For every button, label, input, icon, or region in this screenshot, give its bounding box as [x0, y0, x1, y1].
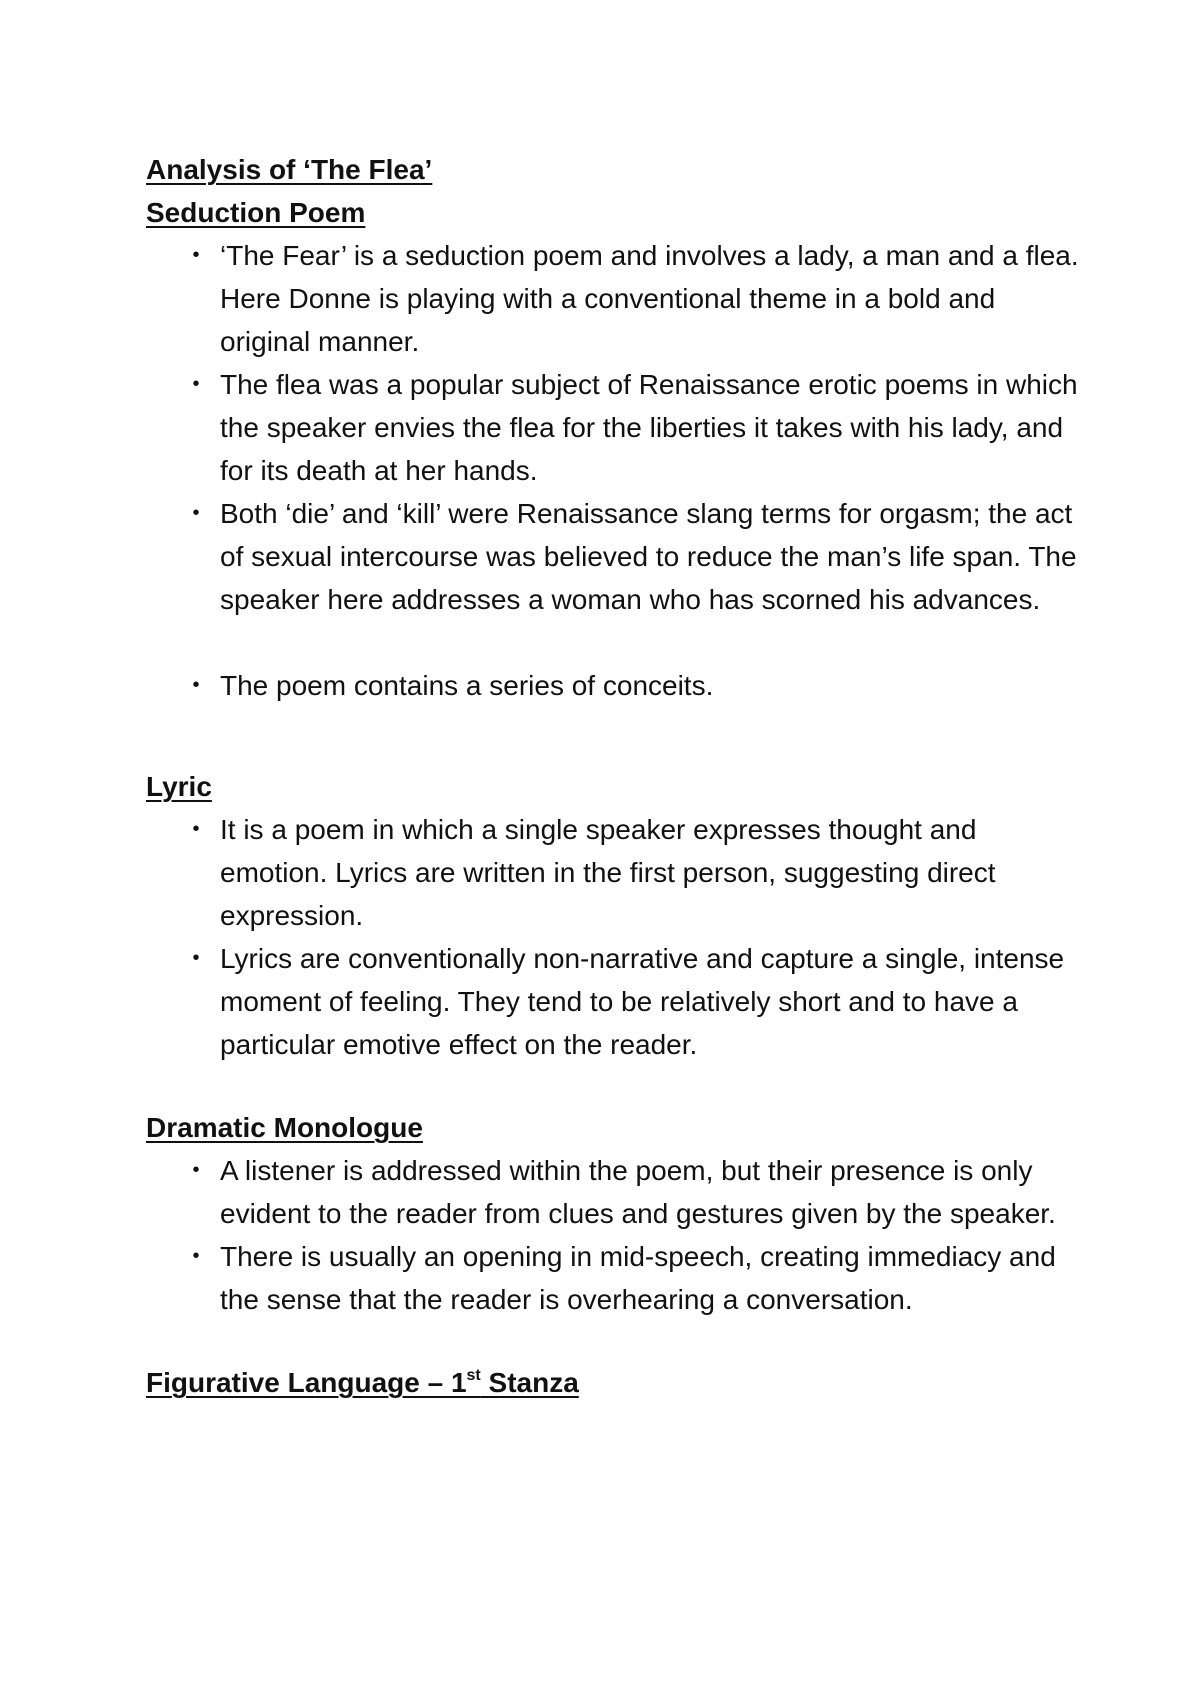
list-item-text: Both ‘die’ and ‘kill’ were Renaissance slang terms for orgasm; the act of sexual intercourse was believed to reduce the man’s life span. The speaker here addresses a woman who has scorned his advances. — [220, 498, 1077, 615]
bullet-icon: • — [192, 1245, 200, 1267]
section-heading-figurative-language — [146, 1361, 1086, 1404]
section-heading-seduction-poem: Seduction Poem — [146, 197, 366, 228]
bullet-list-dramatic-monologue — [146, 1149, 1086, 1321]
heading-text-suffix: Stanza — [480, 1367, 579, 1398]
list-item — [146, 808, 1086, 937]
paragraph-spacer — [146, 1066, 1086, 1106]
list-item-text: The poem contains a series of conceits. — [220, 670, 714, 701]
heading-text: Figurative Language – 1 — [146, 1367, 467, 1398]
list-item-text: ‘The Fear’ is a seduction poem and involves a lady, a man and a flea. Here Donne is playing with a conventional theme in a bold and original manner. — [220, 240, 1079, 357]
bullet-list-seduction-poem — [146, 234, 1086, 621]
list-item — [146, 363, 1086, 492]
list-item — [146, 492, 1086, 621]
document-title: Analysis of ‘The Flea’ — [146, 154, 433, 185]
list-item — [146, 1235, 1086, 1321]
bullet-icon: • — [192, 502, 200, 524]
paragraph-spacer — [146, 621, 1086, 664]
bullet-icon: • — [192, 947, 200, 969]
bullet-icon: • — [192, 1159, 200, 1181]
bullet-list-lyric — [146, 808, 1086, 1066]
list-item — [146, 664, 1086, 707]
paragraph-spacer — [146, 707, 1086, 765]
list-item-text: Lyrics are conventionally non-narrative and capture a single, intense moment of feeling. They tend to be relatively short and to have a particular emotive effect on the reader. — [220, 943, 1065, 1060]
bullet-icon: • — [192, 818, 200, 840]
paragraph-spacer — [146, 1321, 1086, 1361]
list-item — [146, 937, 1086, 1066]
document-body — [146, 148, 1086, 1404]
bullet-icon: • — [192, 244, 200, 266]
list-item-text: It is a poem in which a single speaker expresses thought and emotion. Lyrics are written in the first person, suggesting direct expression. — [220, 814, 996, 931]
list-item — [146, 234, 1086, 363]
list-item-text: The flea was a popular subject of Renaissance erotic poems in which the speaker envies the flea for the liberties it takes with his lady, and for its death at her hands. — [220, 369, 1078, 486]
bullet-icon: • — [192, 373, 200, 395]
list-item-text: A listener is addressed within the poem, but their presence is only evident to the reader from clues and gestures given by the speaker. — [220, 1155, 1056, 1229]
bullet-icon: • — [192, 674, 200, 696]
list-item — [146, 1149, 1086, 1235]
section-heading-lyric: Lyric — [146, 771, 212, 802]
heading-superscript: st — [466, 1367, 481, 1384]
list-item-text: There is usually an opening in mid-speech, creating immediacy and the sense that the reader is overhearing a conversation. — [220, 1241, 1056, 1315]
bullet-list-seduction-poem-continued — [146, 664, 1086, 707]
section-heading-dramatic-monologue: Dramatic Monologue — [146, 1112, 423, 1143]
